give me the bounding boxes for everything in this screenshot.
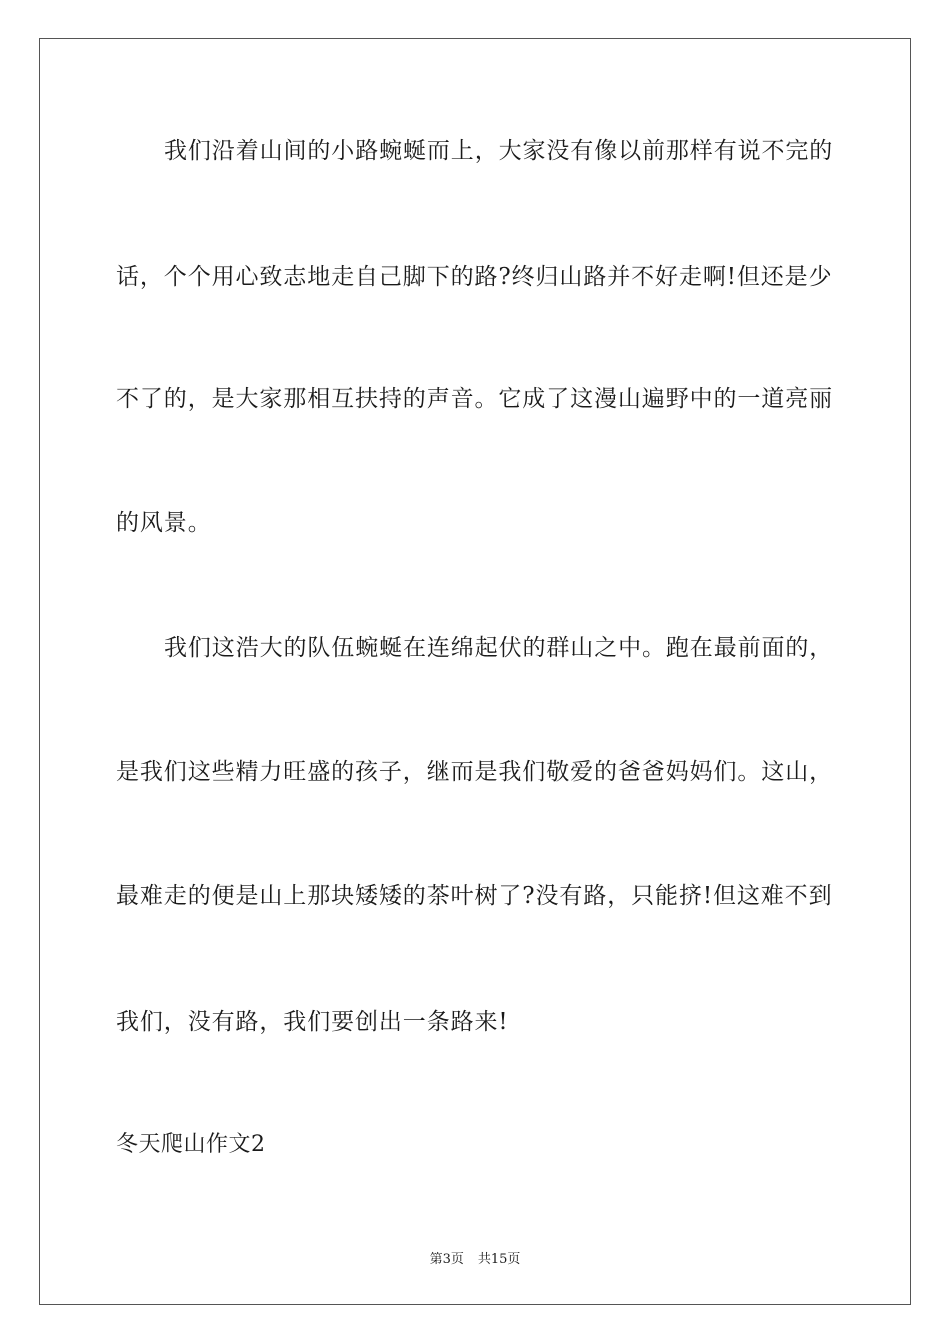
paragraph-2-line-2: 是我们这些精力旺盛的孩子，继而是我们敬爱的爸爸妈妈们。这山， bbox=[116, 759, 833, 785]
paragraph-1-line-2: 话，个个用心致志地走自己脚下的路?终归山路并不好走啊!但还是少 bbox=[116, 264, 833, 290]
page-number: 第3页 bbox=[429, 1252, 464, 1267]
paragraph-2-line-3: 最难走的便是山上那块矮矮的茶叶树了?没有路，只能挤!但这难不到 bbox=[116, 883, 833, 909]
page-footer bbox=[0, 1248, 950, 1267]
paragraph-2-line-4: 我们，没有路，我们要创出一条路来! bbox=[116, 1009, 509, 1035]
paragraph-2-line-1: 我们这浩大的队伍蜿蜒在连绵起伏的群山之中。跑在最前面的， bbox=[164, 635, 834, 661]
section-heading: 冬天爬山作文2 bbox=[116, 1132, 266, 1157]
paragraph-1-line-4: 的风景。 bbox=[116, 510, 212, 536]
page-frame bbox=[39, 38, 911, 1305]
paragraph-1-line-1: 我们沿着山间的小路蜿蜒而上，大家没有像以前那样有说不完的 bbox=[164, 138, 834, 164]
paragraph-1-line-3: 不了的，是大家那相互扶持的声音。它成了这漫山遍野中的一道亮丽 bbox=[116, 386, 833, 412]
page-total: 共15页 bbox=[477, 1252, 521, 1267]
